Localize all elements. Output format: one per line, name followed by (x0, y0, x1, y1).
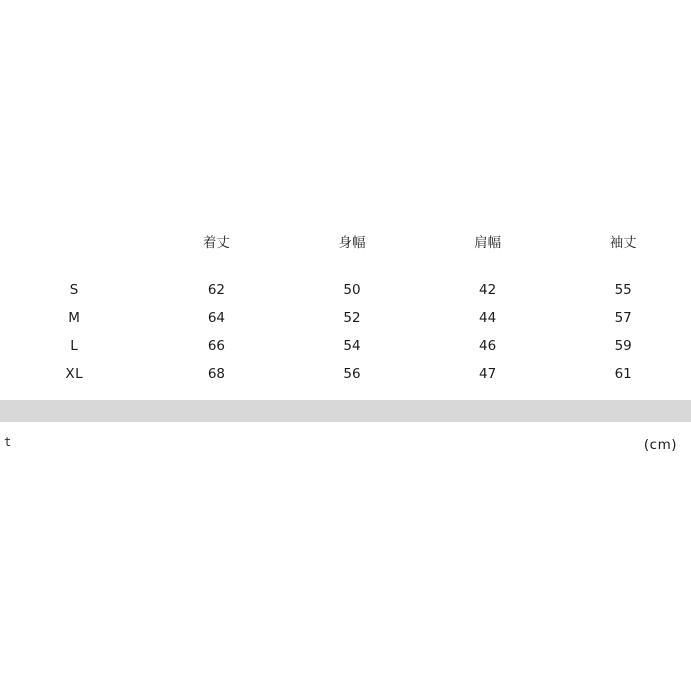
cell-m-width: 52 (343, 310, 361, 326)
cell-xl-width: 56 (343, 366, 361, 382)
table-row (0, 304, 691, 332)
cell-l-sleeve: 59 (614, 338, 632, 354)
cell-xl-sleeve: 61 (614, 366, 632, 382)
edge-mark-text: t (4, 435, 12, 449)
column-header-sleeve: 袖丈 (609, 235, 637, 251)
table-row (0, 276, 691, 304)
column-header-shoulder: 肩幅 (474, 235, 502, 251)
cell-s-shoulder: 42 (478, 282, 497, 298)
grey-divider-band (0, 400, 691, 422)
cell-l-shoulder: 46 (478, 338, 497, 354)
cell-m-sleeve: 57 (614, 310, 632, 326)
unit-label: (cm) (643, 437, 677, 453)
table-header (0, 228, 691, 276)
cell-m-shoulder: 44 (478, 310, 497, 326)
header-row (0, 228, 691, 276)
cell-xl-length: 68 (207, 366, 226, 382)
table-body (0, 276, 691, 388)
row-label-l: L (70, 338, 79, 354)
column-header-width: 身幅 (338, 235, 366, 251)
row-label-s: S (69, 282, 79, 298)
cell-l-length: 66 (207, 338, 226, 354)
size-chart-table (0, 228, 691, 388)
row-label-m: M (68, 310, 81, 326)
cell-xl-shoulder: 47 (478, 366, 497, 382)
table-row (0, 360, 691, 388)
cell-m-length: 64 (207, 310, 226, 326)
cell-s-sleeve: 55 (614, 282, 632, 298)
cell-s-width: 50 (343, 282, 361, 298)
table-row (0, 332, 691, 360)
cell-s-length: 62 (207, 282, 226, 298)
column-header-size (0, 228, 149, 276)
column-header-length: 着丈 (202, 235, 230, 251)
row-label-xl: XL (65, 366, 84, 382)
cell-l-width: 54 (343, 338, 361, 354)
